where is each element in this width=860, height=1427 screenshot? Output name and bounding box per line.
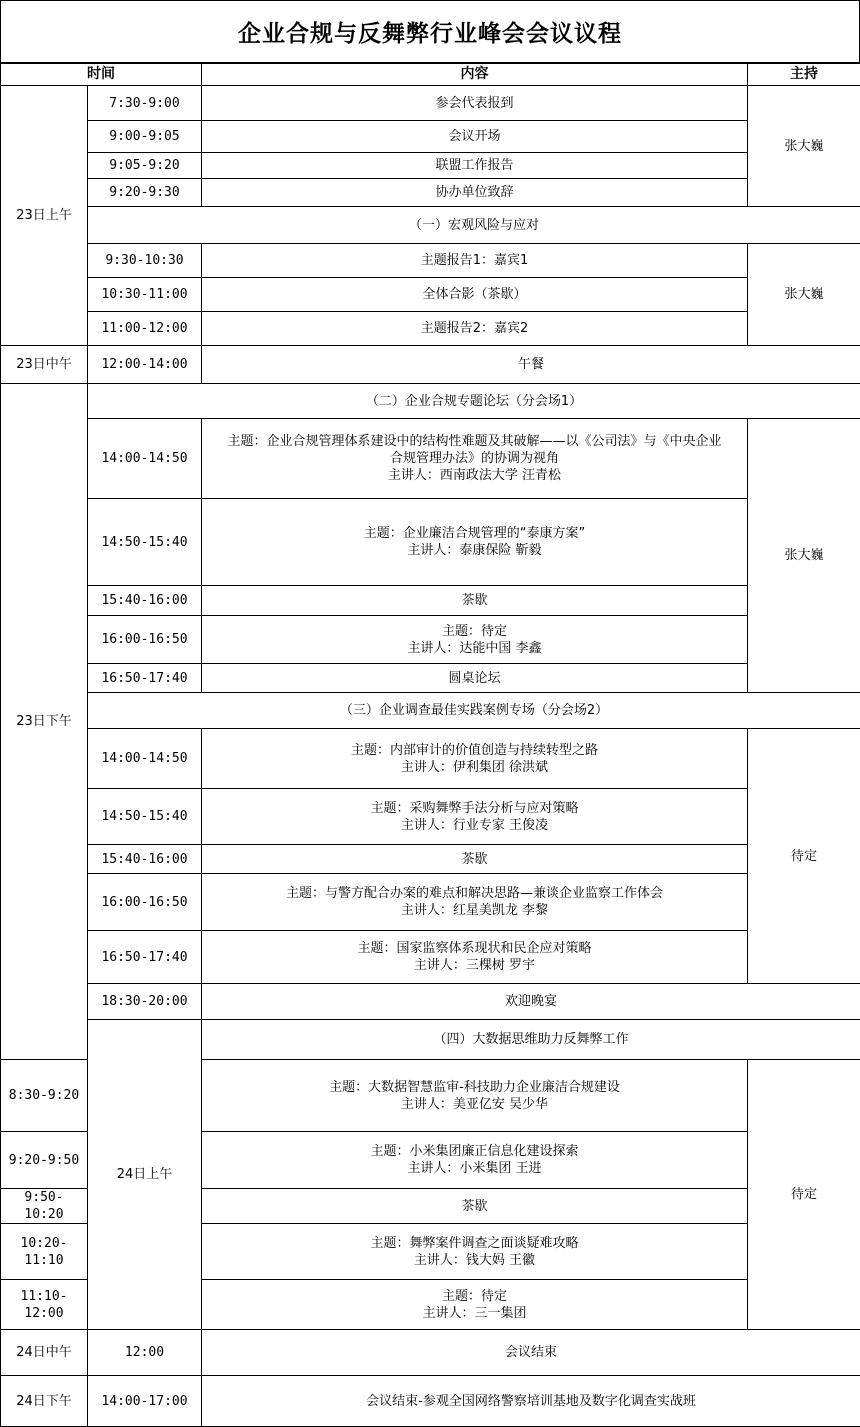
speaker-line: 主讲人：西南政法大学 汪青松 <box>206 467 743 484</box>
time-cell: 9:20-9:30 <box>88 179 202 207</box>
day-label: 23日下午 <box>1 384 88 1060</box>
time-cell: 7:30-9:00 <box>88 86 202 121</box>
table-row <box>1 86 860 121</box>
time-cell: 14:50-15:40 <box>88 499 202 586</box>
speaker-line: 主讲人：行业专家 王俊凌 <box>206 817 743 834</box>
topic-line: 主题：大数据智慧监审-科技助力企业廉洁合规建设 <box>206 1079 743 1096</box>
topic-line: 主题：与警方配合办案的难点和解决思路—兼谈企业监察工作体会 <box>206 885 743 902</box>
time-cell: 8:30-9:20 <box>1 1060 88 1132</box>
time-cell: 11:00-12:00 <box>88 312 202 346</box>
content-cell: 主题报告1：嘉宾1 <box>202 244 748 278</box>
content-cell: 会议开场 <box>202 121 748 153</box>
time-cell: 10:30-11:00 <box>88 278 202 312</box>
host-cell: 待定 <box>748 1060 860 1330</box>
table-row <box>1 984 860 1020</box>
day-label: 23日中午 <box>1 346 88 384</box>
content-cell: 圆桌论坛 <box>202 664 748 693</box>
content-cell <box>202 1224 748 1280</box>
content-cell <box>202 499 748 586</box>
topic-line: 主题：内部审计的价值创造与持续转型之路 <box>206 742 743 759</box>
speaker-line: 主讲人：达能中国 李鑫 <box>206 640 743 657</box>
content-cell <box>202 931 748 984</box>
host-cell: 张大巍 <box>748 419 860 693</box>
time-cell: 12:00-14:00 <box>88 346 202 384</box>
content-cell: 联盟工作报告 <box>202 153 748 179</box>
table-row <box>1 312 860 346</box>
table-row <box>1 729 860 789</box>
speaker-line: 主讲人：钱大妈 王徽 <box>206 1252 743 1269</box>
agenda-table <box>0 63 860 1427</box>
header-content: 内容 <box>202 64 748 86</box>
host-cell: 张大巍 <box>748 244 860 346</box>
content-cell <box>202 616 748 664</box>
topic-line: 合规管理办法》的协调为视角 <box>206 450 743 467</box>
section-row <box>1 693 860 729</box>
day-label: 24日中午 <box>1 1330 88 1376</box>
time-cell: 18:30-20:00 <box>88 984 202 1020</box>
speaker-line: 主讲人：泰康保险 靳毅 <box>206 542 743 559</box>
table-row <box>1 121 860 153</box>
topic-line: 主题：企业合规管理体系建设中的结构性难题及其破解——以《公司法》与《中央企业 <box>206 433 743 450</box>
content-cell <box>202 1060 748 1132</box>
content-cell: 茶歇 <box>202 1189 748 1224</box>
time-cell: 9:30-10:30 <box>88 244 202 278</box>
table-row <box>1 499 860 586</box>
time-cell: 14:00-14:50 <box>88 419 202 499</box>
content-cell: 协办单位致辞 <box>202 179 748 207</box>
host-cell: 待定 <box>748 729 860 984</box>
topic-line: 主题：国家监察体系现状和民企应对策略 <box>206 940 743 957</box>
content-cell: 会议结束 <box>202 1330 860 1376</box>
table-row <box>1 179 860 207</box>
section-title: （四）大数据思维助力反舞弊工作 <box>202 1020 860 1060</box>
table-row <box>1 346 860 384</box>
time-cell: 16:50-17:40 <box>88 664 202 693</box>
table-row <box>1 278 860 312</box>
content-cell: 主题报告2：嘉宾2 <box>202 312 748 346</box>
day-label: 24日上午 <box>88 1020 202 1330</box>
section-row <box>1 1020 860 1060</box>
section-row <box>1 207 860 244</box>
page-title: 企业合规与反舞弊行业峰会会议议程 <box>0 0 860 63</box>
table-row <box>1 931 860 984</box>
header-time: 时间 <box>1 64 202 86</box>
speaker-line: 主讲人：美亚亿安 吴少华 <box>206 1096 743 1113</box>
host-cell: 张大巍 <box>748 86 860 207</box>
table-row <box>1 616 860 664</box>
table-row <box>1 244 860 278</box>
time-cell: 9:50-10:20 <box>1 1189 88 1224</box>
topic-line: 主题：采购舞弊手法分析与应对策略 <box>206 800 743 817</box>
content-cell: 茶歇 <box>202 586 748 616</box>
time-cell: 15:40-16:00 <box>88 845 202 874</box>
time-cell: 16:00-16:50 <box>88 616 202 664</box>
table-row <box>1 1330 860 1376</box>
time-cell: 12:00 <box>88 1330 202 1376</box>
content-cell: 茶歇 <box>202 845 748 874</box>
topic-line: 主题：企业廉洁合规管理的“泰康方案” <box>206 525 743 542</box>
time-cell: 9:20-9:50 <box>1 1132 88 1189</box>
table-row <box>1 874 860 931</box>
time-cell: 14:00-17:00 <box>88 1376 202 1427</box>
time-cell: 9:05-9:20 <box>88 153 202 179</box>
time-cell: 14:50-15:40 <box>88 789 202 845</box>
time-cell: 10:20-11:10 <box>1 1224 88 1280</box>
content-cell: 会议结束-参观全国网络警察培训基地及数字化调查实战班 <box>202 1376 860 1427</box>
content-cell: 欢迎晚宴 <box>202 984 860 1020</box>
table-row <box>1 664 860 693</box>
content-cell <box>202 1280 748 1330</box>
header-host: 主持 <box>748 64 860 86</box>
content-cell <box>202 789 748 845</box>
content-cell <box>202 874 748 931</box>
section-title: （二）企业合规专题论坛（分会场1） <box>88 384 860 419</box>
time-cell: 15:40-16:00 <box>88 586 202 616</box>
speaker-line: 主讲人：伊利集团 徐洪斌 <box>206 759 743 776</box>
content-cell <box>202 419 748 499</box>
topic-line: 主题：待定 <box>206 623 743 640</box>
topic-line: 主题：小米集团廉正信息化建设探索 <box>206 1143 743 1160</box>
time-cell: 16:50-17:40 <box>88 931 202 984</box>
section-title: （一）宏观风险与应对 <box>88 207 860 244</box>
content-cell: 全体合影（茶歇） <box>202 278 748 312</box>
table-row <box>1 1376 860 1427</box>
speaker-line: 主讲人：红星美凯龙 李黎 <box>206 902 743 919</box>
content-cell: 午餐 <box>202 346 860 384</box>
table-row <box>1 845 860 874</box>
time-cell: 16:00-16:50 <box>88 874 202 931</box>
time-cell: 14:00-14:50 <box>88 729 202 789</box>
table-row <box>1 789 860 845</box>
table-row <box>1 586 860 616</box>
topic-line: 主题：舞弊案件调查之面谈疑难攻略 <box>206 1235 743 1252</box>
day-label: 24日下午 <box>1 1376 88 1427</box>
speaker-line: 主讲人：三棵树 罗宇 <box>206 957 743 974</box>
time-cell: 11:10-12:00 <box>1 1280 88 1330</box>
speaker-line: 主讲人：三一集团 <box>206 1305 743 1322</box>
table-row <box>1 419 860 499</box>
content-cell <box>202 1132 748 1189</box>
speaker-line: 主讲人：小米集团 王进 <box>206 1160 743 1177</box>
table-row <box>1 153 860 179</box>
table-header-row <box>1 64 860 86</box>
topic-line: 主题：待定 <box>206 1288 743 1305</box>
day-label: 23日上午 <box>1 86 88 346</box>
section-row <box>1 384 860 419</box>
time-cell: 9:00-9:05 <box>88 121 202 153</box>
content-cell: 参会代表报到 <box>202 86 748 121</box>
section-title: （三）企业调查最佳实践案例专场（分会场2） <box>88 693 860 729</box>
content-cell <box>202 729 748 789</box>
